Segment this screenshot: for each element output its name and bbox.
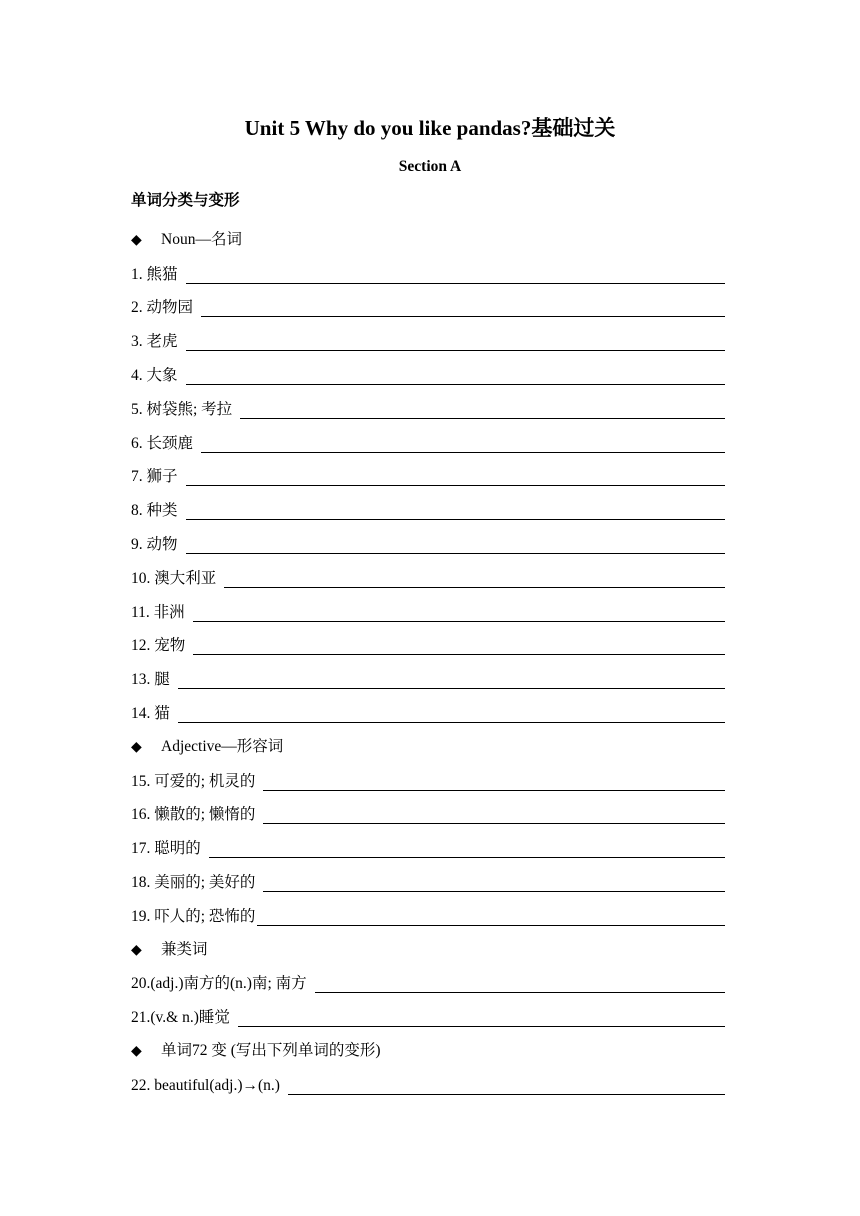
vocab-item: [131, 864, 725, 898]
diamond-bullet-icon: ◆: [131, 739, 142, 755]
answer-blank[interactable]: [186, 484, 725, 486]
category-header: [131, 729, 725, 763]
vocab-item: [131, 425, 725, 459]
answer-blank[interactable]: [315, 991, 725, 993]
vocab-item: [131, 560, 725, 594]
category-label: Adjective—形容词: [161, 737, 284, 755]
vocab-item-label: 17. 聪明的: [131, 840, 201, 858]
answer-blank[interactable]: [186, 349, 725, 351]
vocab-item-label: 19. 吓人的; 恐怖的: [131, 907, 256, 925]
category-header: [131, 1033, 725, 1067]
vocab-item: [131, 999, 725, 1033]
exercise-list: [131, 222, 725, 1101]
vocab-item-label: 22. beautiful(adj.)→(n.): [131, 1076, 280, 1094]
answer-blank[interactable]: [209, 856, 725, 858]
vocab-item: [131, 1067, 725, 1101]
vocab-item: [131, 594, 725, 628]
diamond-bullet-icon: ◆: [131, 1043, 142, 1059]
vocab-item: [131, 898, 725, 932]
answer-blank[interactable]: [263, 822, 725, 824]
vocab-item: [131, 695, 725, 729]
answer-blank[interactable]: [193, 620, 725, 622]
category-label: 单词72 变 (写出下列单词的变形): [161, 1041, 381, 1059]
answer-blank[interactable]: [238, 1025, 725, 1027]
vocab-item-label: 2. 动物园: [131, 299, 194, 317]
vocab-item: [131, 661, 725, 695]
category-header: [131, 932, 725, 966]
section-title: Section A: [398, 158, 462, 175]
vocab-item-label: 3. 老虎: [131, 333, 178, 351]
category-label: 兼类词: [161, 940, 208, 958]
answer-blank[interactable]: [263, 890, 725, 892]
diamond-bullet-icon: ◆: [131, 942, 142, 958]
answer-blank[interactable]: [224, 586, 725, 588]
vocab-item-label: 1. 熊猫: [131, 265, 178, 283]
exercise-heading: 单词分类与变形: [131, 191, 240, 209]
vocab-item-label: 8. 种类: [131, 502, 178, 520]
answer-blank[interactable]: [263, 789, 725, 791]
vocab-item-label: 13. 腿: [131, 671, 170, 689]
category-label: Noun—名词: [161, 230, 242, 248]
vocab-item-label: 16. 懒散的; 懒惰的: [131, 806, 256, 824]
vocab-item-label: 12. 宠物: [131, 637, 186, 655]
vocab-item-label: 18. 美丽的; 美好的: [131, 873, 256, 891]
vocab-item: [131, 797, 725, 831]
answer-blank[interactable]: [288, 1093, 725, 1095]
answer-blank[interactable]: [178, 721, 725, 723]
vocab-item-label: 20.(adj.)南方的(n.)南; 南方: [131, 975, 307, 993]
vocab-item: [131, 391, 725, 425]
vocab-item: [131, 966, 725, 1000]
vocab-item-label: 10. 澳大利亚: [131, 569, 217, 587]
answer-blank[interactable]: [178, 687, 725, 689]
vocab-item: [131, 763, 725, 797]
vocab-item-label: 5. 树袋熊; 考拉: [131, 400, 233, 418]
answer-blank[interactable]: [186, 552, 725, 554]
vocab-item: [131, 459, 725, 493]
vocab-item: [131, 290, 725, 324]
answer-blank[interactable]: [186, 383, 725, 385]
diamond-bullet-icon: ◆: [131, 232, 142, 248]
vocab-item: [131, 357, 725, 391]
category-header: [131, 222, 725, 256]
vocab-item-label: 11. 非洲: [131, 603, 185, 621]
answer-blank[interactable]: [186, 518, 725, 520]
answer-blank[interactable]: [193, 653, 725, 655]
vocab-item: [131, 628, 725, 662]
vocab-item-label: 4. 大象: [131, 366, 178, 384]
answer-blank[interactable]: [186, 282, 725, 284]
vocab-item-label: 6. 长颈鹿: [131, 434, 194, 452]
answer-blank[interactable]: [201, 451, 725, 453]
vocab-item: [131, 526, 725, 560]
vocab-item: [131, 830, 725, 864]
vocab-item: [131, 492, 725, 526]
vocab-item-label: 7. 狮子: [131, 468, 178, 486]
vocab-item: [131, 256, 725, 290]
vocab-item: [131, 323, 725, 357]
answer-blank[interactable]: [240, 417, 725, 419]
vocab-item-label: 15. 可爱的; 机灵的: [131, 772, 256, 790]
vocab-item-label: 9. 动物: [131, 535, 178, 553]
answer-blank[interactable]: [257, 924, 725, 926]
page-title: Unit 5 Why do you like pandas?基础过关: [244, 116, 616, 140]
answer-blank[interactable]: [201, 315, 725, 317]
vocab-item-label: 14. 猫: [131, 704, 170, 722]
vocab-item-label: 21.(v.& n.)睡觉: [131, 1009, 230, 1027]
